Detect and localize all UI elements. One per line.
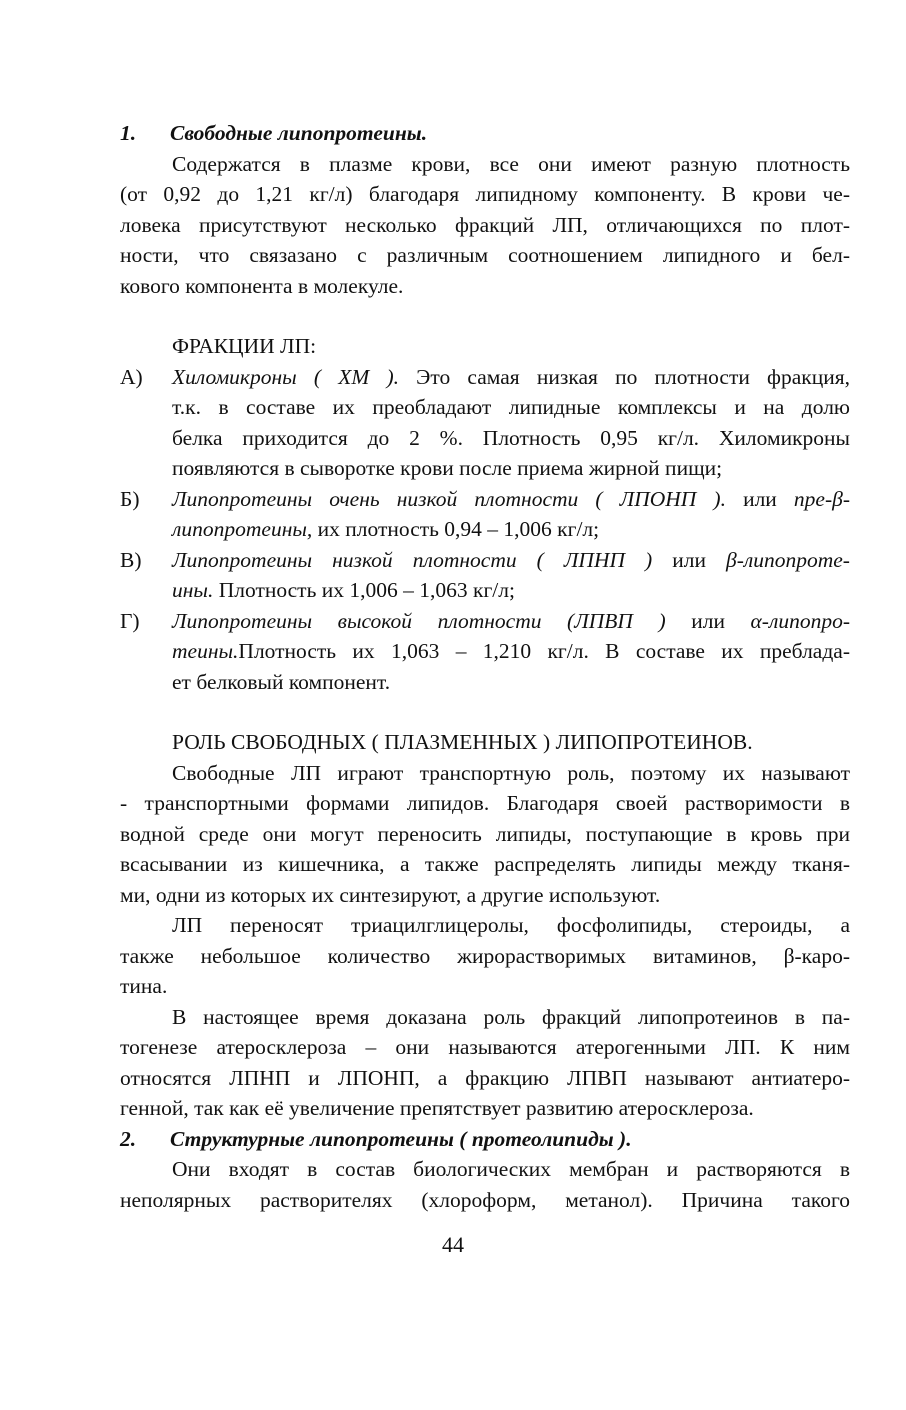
role-p1-line-3: водной среде они могут переносить липиды, поступающие в кровь при (120, 821, 850, 846)
section-2-line-1: Они входят в состав биологических мембран и растворяются в (172, 1157, 850, 1181)
fraction-g-alt-name-end: теины. (172, 639, 239, 663)
fraction-g-name: Липопротеины высокой плотности (ЛПВП ) (172, 608, 666, 633)
fraction-v-line-1 (120, 545, 850, 576)
fraction-b-name: Липопротеины очень низкой плотности ( ЛПОНП ). (172, 486, 726, 511)
fraction-letter-a: А) (120, 364, 143, 389)
fraction-v-or: или (652, 547, 726, 572)
fraction-a-name: Хиломикроны ( ХМ ). (172, 364, 399, 389)
fraction-letter-b: Б) (120, 486, 140, 511)
section-1-number: 1. (120, 121, 137, 145)
role-p3-line-1: В настоящее время доказана роль фракций липопротеинов в па- (172, 1004, 850, 1029)
fraction-b-line-1 (120, 484, 850, 515)
fraction-g-line-3: ет белковый компонент. (172, 669, 391, 694)
fraction-v-alt-name-end: ины. (172, 578, 214, 602)
role-p2-line-3: тина. (120, 974, 168, 998)
section-2-title: Структурные липопротеины ( протеолипиды ). (170, 1126, 632, 1151)
page-number: 44 (442, 1232, 464, 1257)
fraction-letter-v: В) (120, 547, 142, 572)
role-heading: РОЛЬ СВОБОДНЫХ ( ПЛАЗМЕННЫХ ) ЛИПОПРОТЕИНОВ. (172, 730, 753, 754)
fraction-v-name: Липопротеины низкой плотности ( ЛПНП ) (172, 547, 653, 572)
fraction-b-density: их плотность 0,94 – 1,006 кг/л; (312, 517, 600, 541)
role-p2-line-1: ЛП переносят триацилглицеролы, фосфолипиды, стероиды, а (172, 913, 850, 937)
section-2-line-2: неполярных растворителях (хлороформ, метанол). Причина такого (120, 1187, 850, 1212)
fraction-g-alt-name: α-липопро- (750, 608, 850, 633)
fractions-heading: ФРАКЦИИ ЛП: (172, 334, 317, 358)
fraction-g-or: или (665, 608, 751, 633)
fraction-a-line-4: появляются в сыворотке крови после приема жирной пищи; (172, 456, 723, 480)
fraction-v-density: Плотность их 1,006 – 1,063 кг/л; (213, 578, 515, 602)
fraction-item-g (120, 606, 850, 698)
role-p3-line-4: генной, так как её увеличение препятствует развитию атеросклероза. (120, 1096, 754, 1120)
fraction-g-line-2 (120, 636, 850, 667)
section-2-heading (120, 1124, 850, 1155)
role-p3-line-3: относятся ЛПНП и ЛПОНП, а фракцию ЛПВП называют антиатеро- (120, 1065, 850, 1090)
fraction-b-or: или (725, 486, 794, 511)
section-1-line-3: ловека присутствуют несколько фракций ЛП, отличающихся по плот- (120, 212, 850, 237)
role-p1-line-5: ми, одни из которых их синтезируют, а другие используют. (120, 882, 661, 907)
role-p1-line-4: всасывании из кишечника, а также распределять липиды между тканя- (120, 852, 850, 876)
fraction-b-alt-name: пре-β- (793, 486, 850, 511)
section-1-heading (120, 118, 850, 149)
section-1-line-4: ности, что связазано с различным соотношением липидного и бел- (120, 243, 850, 267)
role-p1-line-1: Свободные ЛП играют транспортную роль, поэтому их называют (172, 760, 850, 785)
fraction-g-line-1 (120, 606, 850, 637)
fraction-item-v (120, 545, 850, 606)
section-1-title: Свободные липопротеины. (170, 121, 428, 145)
fraction-a-line-2: т.к. в составе их преобладают липидные комплексы и на долю (172, 395, 850, 419)
fraction-v-line-2 (120, 575, 850, 606)
fraction-a-line-1 (120, 362, 850, 393)
fraction-a-line-3: белка приходится до 2 %. Плотность 0,95 кг/л. Хиломикроны (172, 425, 850, 450)
role-p3-line-2: тогенезе атеросклероза – они называются атерогенными ЛП. К ним (120, 1035, 850, 1059)
fraction-letter-g: Г) (120, 608, 140, 633)
fraction-item-a (120, 362, 850, 484)
page-text (120, 118, 850, 1215)
fraction-b-alt-name-end: липопротеины, (172, 517, 313, 541)
fraction-g-density: Плотность их 1,063 – 1,210 кг/л. В составе их преблада- (238, 639, 850, 663)
fraction-b-line-2 (120, 514, 850, 545)
fraction-v-alt-name: β-липопроте- (726, 547, 850, 572)
role-p1-line-2: - транспортными формами липидов. Благодаря своей растворимости в (120, 791, 850, 815)
role-p2-line-2: также небольшое количество жирорастворимых витаминов, β-каро- (120, 943, 850, 968)
fraction-a-text: Это самая низкая по плотности фракция, (399, 364, 850, 389)
section-1-line-1: Содержатся в плазме крови, все они имеют разную плотность (172, 151, 850, 176)
fraction-item-b (120, 484, 850, 545)
section-2-number: 2. (120, 1126, 137, 1151)
section-1-line-5: кового компонента в молекуле. (120, 273, 404, 298)
section-1-line-2: (от 0,92 до 1,21 кг/л) благодаря липидному компоненту. В крови че- (120, 182, 850, 206)
